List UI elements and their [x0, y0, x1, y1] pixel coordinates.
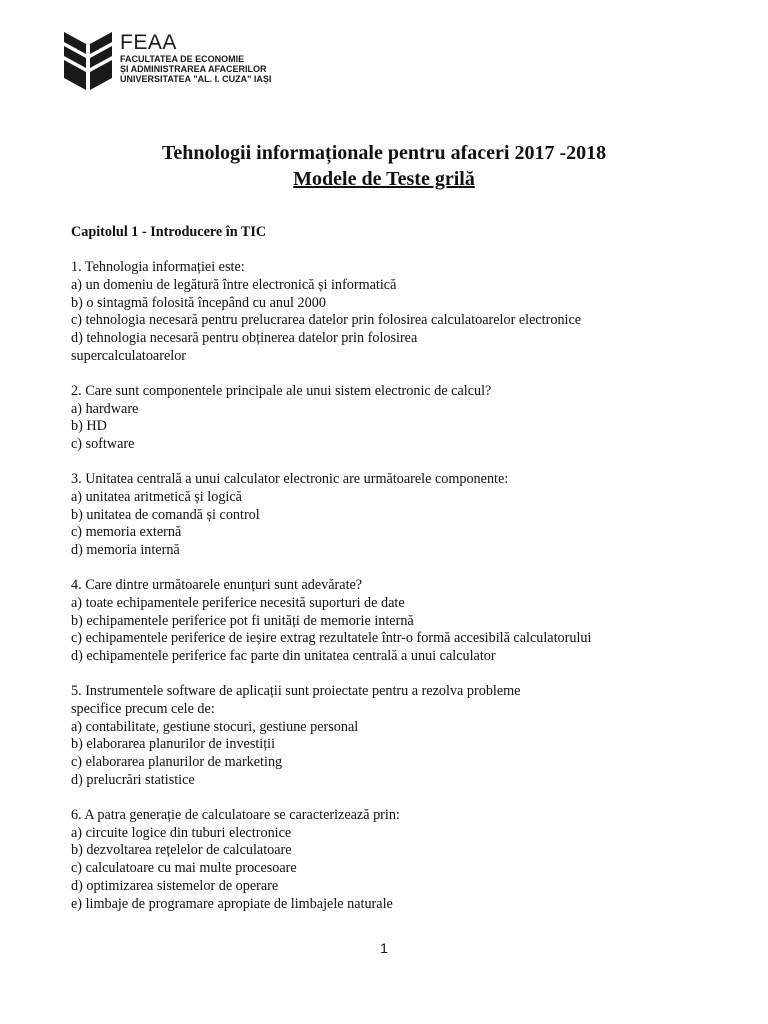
question-3 — [71, 471, 711, 560]
answer-option: a) un domeniu de legătură între electronică și informatică — [71, 276, 397, 293]
question-6 — [71, 807, 711, 914]
answer-option: b) unitatea de comandă și control — [71, 506, 260, 523]
answer-option: d) tehnologia necesară pentru obținerea datelor prin folosirea — [71, 330, 418, 347]
answer-option: b) HD — [71, 418, 107, 435]
logo-name: FEAA — [120, 31, 177, 54]
answer-option: c) memoria externă — [71, 524, 182, 541]
answer-option: d) echipamentele periferice fac parte din unitatea centrală a unui calculator — [71, 648, 496, 665]
answer-option: c) elaborarea planurilor de marketing — [71, 754, 283, 771]
question-text: 6. A patra generație de calculatoare se caracterizează prin: — [71, 806, 400, 823]
question-5 — [71, 683, 711, 790]
answer-option-continuation: supercalculatoarelor — [71, 347, 187, 364]
document-subtitle: Modele de Teste grilă — [293, 168, 475, 190]
logo-text — [120, 32, 271, 84]
answer-option: a) contabilitate, gestiune stocuri, gestiune personal — [71, 718, 359, 735]
question-4 — [71, 577, 711, 666]
answer-option: a) unitatea aritmetică și logică — [71, 488, 242, 505]
answer-option: e) limbaje de programare apropiate de limbajele naturale — [71, 895, 393, 912]
feaa-logo — [62, 30, 302, 96]
answer-option: b) echipamentele periferice pot fi unități de memorie internă — [71, 612, 414, 629]
chapter-heading: Capitolul 1 - Introducere în TIC — [71, 224, 267, 240]
title-block — [0, 140, 768, 192]
answer-option: c) software — [71, 436, 135, 453]
question-text: 4. Care dintre următoarele enunțuri sunt adevărate? — [71, 576, 363, 593]
question-text: 5. Instrumentele software de aplicații sunt proiectate pentru a rezolva probleme — [71, 682, 521, 699]
book-logo-icon — [62, 30, 114, 92]
answer-option: a) circuite logice din tuburi electronice — [71, 824, 292, 841]
page-number: 1 — [380, 940, 388, 956]
question-text: 1. Tehnologia informației este: — [71, 259, 245, 275]
question-text: 3. Unitatea centrală a unui calculator electronic are următoarele componente: — [71, 470, 509, 487]
question-text-continuation: specifice precum cele de: — [71, 700, 215, 717]
question-2 — [71, 383, 711, 454]
document-content — [71, 222, 711, 931]
logo-line: UNIVERSITATEA "AL. I. CUZA" IAȘI — [120, 74, 272, 84]
question-text: 2. Care sunt componentele principale ale unui sistem electronic de calcul? — [71, 382, 492, 399]
answer-option: b) dezvoltarea rețelelor de calculatoare — [71, 842, 292, 859]
answer-option: a) toate echipamentele periferice necesită suporturi de date — [71, 594, 405, 611]
question-1 — [71, 259, 711, 366]
logo-line: FACULTATEA DE ECONOMIE — [120, 54, 245, 64]
answer-option: c) tehnologia necesară pentru prelucrarea datelor prin folosirea calculatoarelor electronice — [71, 312, 582, 329]
answer-option: c) echipamentele periferice de ieșire extrag rezultatele într-o formă accesibilă calculatorului — [71, 630, 592, 647]
answer-option: b) elaborarea planurilor de investiții — [71, 736, 276, 753]
answer-option: d) prelucrări statistice — [71, 771, 195, 788]
answer-option: d) optimizarea sistemelor de operare — [71, 877, 279, 894]
answer-option: c) calculatoare cu mai multe procesoare — [71, 860, 297, 877]
document-title: Tehnologii informaționale pentru afaceri 2017 -2018 — [161, 142, 607, 164]
answer-option: d) memoria internă — [71, 542, 180, 559]
answer-option: b) o sintagmă folosită începând cu anul 2000 — [71, 294, 326, 311]
logo-line: ȘI ADMINISTRAREA AFACERILOR — [120, 64, 267, 74]
answer-option: a) hardware — [71, 400, 139, 417]
